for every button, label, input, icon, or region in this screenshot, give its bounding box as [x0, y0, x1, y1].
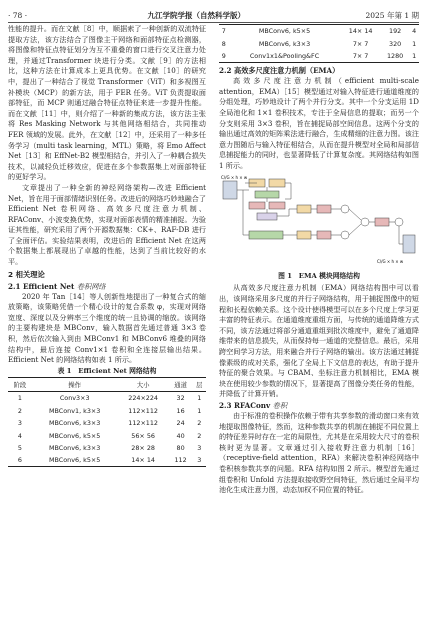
table-1-caption: 表 1 Efficient Net 网络结构 [57, 366, 157, 375]
cell: 24 [176, 419, 185, 428]
add-node [361, 218, 369, 226]
cell: 3 [197, 443, 202, 452]
ema-diagram [219, 175, 419, 267]
table-1-part-2 [219, 24, 419, 63]
table-row [8, 417, 206, 429]
input-block [223, 181, 237, 199]
table-row [8, 454, 206, 467]
figure-1 [219, 175, 419, 281]
cell: 40 [176, 431, 185, 440]
conv1x1-box [255, 191, 279, 198]
softmax-a-box [317, 205, 331, 213]
table-row [8, 429, 206, 441]
cell: 9 [221, 51, 226, 60]
sigmoid-out-box [375, 218, 389, 226]
matmul-a-node [341, 205, 349, 213]
cell: 7 [221, 27, 226, 36]
cell: MBConv6, k5×5 [49, 456, 101, 465]
cell: 1 [17, 394, 22, 403]
paragraph-4: 高效多尺度注意力机制（efficient multi-scale attention，EMA）［15］模型通过对输入特征进行通道维度的分组处理，巧妙地设计了两个并行分支。其中一个分支运用 1D 全局池化和 1×1 卷积技术，专注于全局信息的提取；而另一个分支则采用 3×3 卷积，旨在捕捉局部空间信息。这两个分支的输出通过高效的矩阵乘法进行融合，生成精细的注意力图。该注意力图随后与输入特征相结合，从而在提升模型对全局和局部信息捕捉能力的同时，也显著降低了计算复杂度。其网络结构如图 1 所示。 [219, 76, 419, 170]
header-size: 大小 [136, 381, 150, 389]
table-1-part-1 [8, 377, 206, 468]
sigmoid-a-box [249, 202, 265, 209]
paragraph-3: 2020 年 Tan［14］等人创新性地提出了一种复合式的缩放策略，该策略凭借一个精心设计的复合系数 φ，实现对网络宽度、深度以及分辨率三个维度的统一且协调的缩放。该网络的主要构建块是 MBConv，输入数据首先通过普通 3×3 卷积，然后依次输入到由 MBConv1 和 MBConv6 堆叠的网络结构中，最后连接 Conv1×1 卷积和全连接层输出结果。Efficient Net 的网络结构如表 1 所示。 [8, 291, 206, 365]
cell: 14× 14 [348, 27, 373, 36]
paragraph-1: 性能的提升。而在文献［8］中，顺据索了一种创新的双流特征提取方法，该方法结合了图像主干网络和面部特征点检测器，将图像和特征点特征划分为互不重叠的窗口进行交叉注意力处理，并通过Transformer 块进行分类。文献［9］的方法相比，这种方法在计算成本上更具优势。在文献［10］的研究中，提出了一种结合了视觉 Transformer（ViT）和多视图互补模块（MCP）的新方法，用于 FER 任务。ViT 负责提取面部特征，而 MCP 则通过融合特征点特征来进一步提升性能。而在文献［11］中，则介绍了一种新的集成方法，该方法主张将 Res Masking Network 与其他网络相结合，共同推动 FER 领域的发展。此外，在文献［12］中，还采用了一种多任务学习（multi task learning，MTL）策略，将 Emo Affect Net［13］和 EffNet-B2 模型相结合，并引入了一种耦合损失技术，以减轻负迁移效应，促进在多个参数据集上对面部特征的更好学习。 [8, 24, 206, 182]
matmul-b-node [341, 231, 349, 239]
left-column [8, 24, 206, 467]
avg-pool-b-box [297, 231, 311, 239]
table-row [8, 405, 206, 417]
cell: 1 [197, 394, 202, 403]
cell: 7× 7 [352, 51, 369, 60]
section-2-heading: 2 相关理论 [8, 269, 45, 279]
table-row [219, 25, 419, 38]
page-header [8, 8, 419, 23]
cell: 4 [412, 27, 417, 36]
cell: 7× 7 [352, 39, 369, 48]
cell: 2 [197, 431, 202, 440]
cell: 16 [176, 406, 185, 415]
cell: 2 [17, 406, 22, 415]
sigmoid-b-box [269, 202, 285, 209]
figure-1-caption: 图 1 EMA 模块网络结构 [278, 272, 360, 281]
cell: MBConv1, k3×3 [49, 406, 101, 415]
avg-pool-a-box [297, 205, 311, 213]
output-block [403, 235, 415, 253]
subsection-2-3-heading [219, 400, 419, 411]
cell: 1280 [386, 51, 404, 60]
cell: 56× 56 [131, 431, 155, 440]
page-number: · 78 · [8, 10, 28, 20]
cell: 80 [176, 443, 185, 452]
paragraph-2: 文章提出了一种全新的神经网络架构—改进 Efficient Net，旨在用于面部情绪识别任务。改进后的网络巧妙地融合了 Efficient Net 卷积网络、高效多尺度注意力机制、RFAConv、小波变换优势，实现对面部表情的精准捕捉。为验证其性能，研究采用了两个开源数据集：CK+、RAF-DB 进行了全面评估。实验结果表明，改进后的 Efficient Net 在这两个数据集上都展现出了卓越的性能，达到了当前比较好的水平。 [8, 182, 206, 267]
cell: Conv1x1&Pooling&FC [249, 51, 320, 60]
cell: 8 [221, 39, 226, 48]
subsection-2-3-title: 2.3 RFAConv [219, 401, 271, 410]
table-row [219, 50, 419, 63]
reweight-node [395, 218, 403, 226]
cell: 3 [17, 419, 22, 428]
cell: 3 [197, 456, 202, 465]
header-layers: 层 [196, 381, 203, 389]
cell: 14× 14 [131, 456, 155, 465]
table-row [8, 442, 206, 454]
right-column [219, 24, 419, 496]
cell: 112 [174, 456, 187, 465]
cell: 32 [176, 394, 185, 403]
cell: 1 [412, 39, 417, 48]
softmax-b-box [317, 231, 331, 239]
cell: 2 [197, 419, 202, 428]
cell: MBConv6, k5×5 [258, 27, 311, 36]
conv3x3-box [249, 231, 283, 239]
cell: MBConv6, k3×3 [49, 419, 101, 428]
subsection-2-2-heading: 2.2 高效多尺度注意力机制（EMA） [219, 66, 340, 76]
cell: 192 [389, 27, 402, 36]
cell: 5 [17, 443, 22, 452]
paragraph-5: 从高效多尺度注意力机制（EMA）网络结构图中可以看出，该网络采用多尺度的并行子网络结构，用于捕捉图像中的短程和长程依赖关系。这个设计使得模型可以在多个尺度上学习更丰富的特征表示。在通道维度重组方面，与传统的通道降维方式不同，该方法通过将部分通道重组到批次维度中，避免了通道降维带来的信息损失，从而保持每一通道的完整信息。最后，采用跨空间学习方法，用来融合并行子网络的输出。该方法通过捕捉像素级的成对关系，强化了全局上下文信息的表达，有助于提升特征的聚合效果。与 CBAM、坐标注意力机制相比，EMA 模块在使用较少参数的情况下，显著提高了图像分类任务的性能，并降低了计算开销。 [219, 283, 419, 399]
table-row [8, 392, 206, 405]
cell: 1 [197, 406, 202, 415]
issue-label: 2025 年第 1 期 [365, 10, 419, 20]
y-avg-pool-box [269, 179, 285, 187]
header-channels: 通道 [174, 381, 187, 389]
subsection-2-3-suffix: 卷积 [272, 401, 288, 410]
subsection-2-1-suffix: 卷积网络 [76, 281, 106, 291]
cell: 6 [17, 456, 22, 465]
cell: MBConv6, k3×3 [49, 443, 101, 452]
subsection-2-1-heading [8, 281, 206, 292]
cell: 112×112 [128, 406, 159, 415]
cell: 28× 28 [131, 443, 155, 452]
cell: 320 [389, 39, 402, 48]
table-header-row [8, 377, 206, 391]
subsection-2-1-title: 2.1 Efficient Net [8, 281, 75, 291]
table-row [219, 37, 419, 49]
cell: 224×224 [128, 394, 159, 403]
cell: 4 [17, 431, 22, 440]
cell: Conv3×3 [59, 394, 90, 403]
cell: MBConv6, k3×3 [258, 39, 311, 48]
cell: 112×112 [128, 419, 159, 428]
output-label: C//G × h × w [377, 259, 404, 265]
cell: MBConv6, k5×5 [49, 431, 101, 440]
header-stage: 阶段 [13, 381, 27, 389]
paragraph-6: 由于标准的卷积操作依赖于带有共享参数的滑动窗口来有效地提取图像特征，然而，这种参数共享的机制在捕捉不同位置上的特征差异时存在一定的局限性，尤其是在采用较大尺寸的卷积核时更为显著。文章通过引入接收野注意力机制［16］（receptive-field attention，RFA）来解决卷积神经网络中卷积核参数共享的问题。RFA 结构如图 2 所示。模型首先通过组卷积和 Unfold 方法提取接收野空间特征，然后通过全局平均池化生成注意力图，动态加权不同位置的特征。 [219, 411, 419, 495]
input-label: C//G × h × w [221, 175, 248, 181]
header-operation: 操作 [68, 381, 82, 389]
journal-title: 九江学院学报（自然科学版） [147, 10, 246, 20]
groupnorm-box [257, 213, 277, 220]
cell: 1 [412, 51, 417, 60]
